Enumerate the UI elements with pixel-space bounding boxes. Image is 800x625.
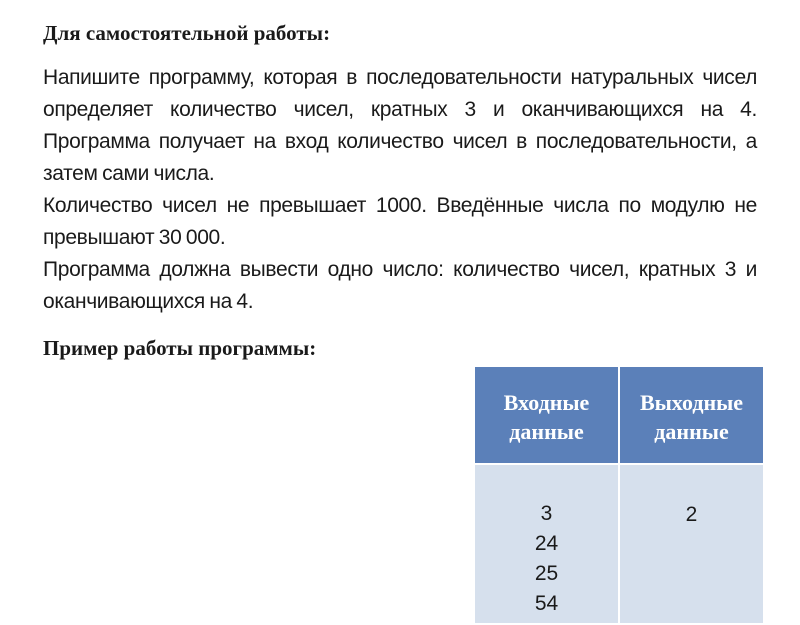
- example-heading: Пример работы программы:: [43, 336, 317, 360]
- input-value: 24: [534, 532, 559, 555]
- input-values-list: [476, 499, 617, 619]
- output-column-header: Выходные данные: [619, 367, 764, 464]
- input-data-cell: [474, 464, 619, 624]
- task-paragraph-2: Количество чисел не превышает 1000. Введённые числа по модулю не превышают 30 000.: [43, 194, 757, 249]
- input-value: 3: [540, 502, 553, 525]
- input-column-header: Входные данные: [474, 367, 619, 464]
- io-example-table: [473, 367, 765, 625]
- output-data-cell: [619, 464, 764, 624]
- task-paragraph-1: Напишите программу, которая в последовательности натуральных чисел определяет количество чисел, кратных 3 и оканчивающихся на 4. Программа получает на вход количество чисел в последовательности, а затем сами числа.: [43, 66, 757, 185]
- table-row: [474, 464, 764, 624]
- input-value: 54: [534, 592, 559, 615]
- input-value: 25: [534, 562, 559, 585]
- output-value: 2: [685, 503, 698, 526]
- table-header-row: [474, 367, 764, 464]
- task-heading: Для самостоятельной работы:: [43, 21, 331, 45]
- task-paragraph-3: Программа должна вывести одно число: количество чисел, кратных 3 и оканчивающихся на 4.: [43, 258, 757, 313]
